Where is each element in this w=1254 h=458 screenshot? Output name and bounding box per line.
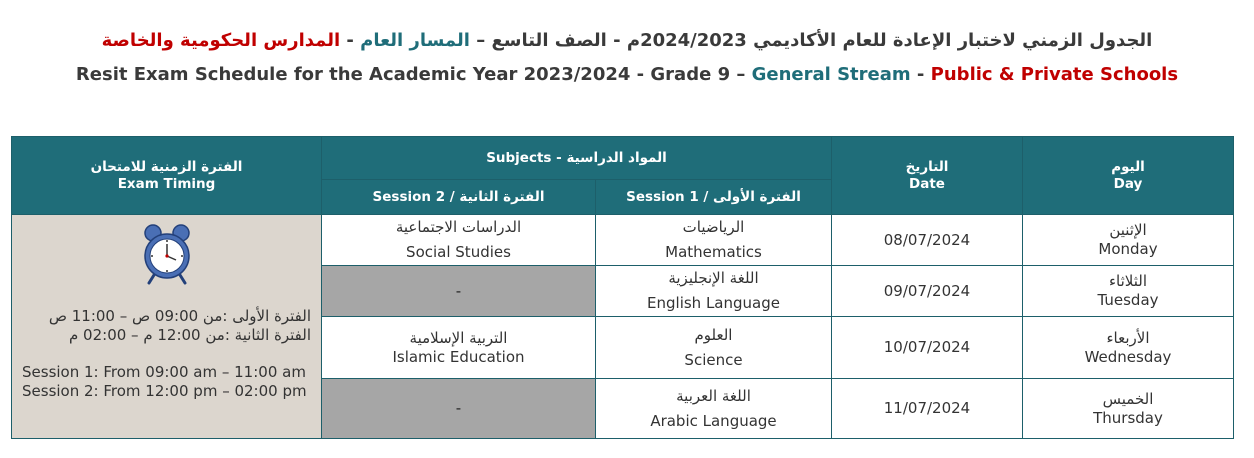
header-timing-en: Exam Timing bbox=[117, 175, 216, 192]
table-row bbox=[12, 215, 1234, 266]
title-en-main: Resit Exam Schedule for the Academic Year 2023/2024 - Grade 9 – bbox=[75, 64, 752, 85]
header-session-1: Session 1 / الفترة الأولى bbox=[596, 180, 832, 215]
day-ar: الأربعاء bbox=[1106, 328, 1150, 347]
header-day bbox=[1023, 137, 1234, 215]
header-day-en: Day bbox=[1113, 175, 1143, 192]
title-en-dash: - bbox=[910, 64, 931, 85]
header-date-ar: التاريخ bbox=[905, 158, 949, 175]
subject-en: Islamic Education bbox=[392, 347, 525, 366]
subject-ar: التربية الإسلامية bbox=[409, 328, 508, 347]
subject-ar: الرياضيات bbox=[682, 218, 745, 236]
header-date-en: Date bbox=[909, 175, 945, 192]
session2-cell bbox=[322, 215, 596, 266]
day-ar: الإثنين bbox=[1109, 221, 1147, 239]
subject-ar: اللغة العربية bbox=[676, 386, 751, 405]
header-day-ar: اليوم bbox=[1111, 158, 1145, 175]
day-cell bbox=[1023, 379, 1234, 439]
date-cell: 09/07/2024 bbox=[832, 266, 1023, 317]
day-cell bbox=[1023, 317, 1234, 379]
date-cell: 08/07/2024 bbox=[832, 215, 1023, 266]
header-date bbox=[832, 137, 1023, 215]
header-subjects: Subjects - المواد الدراسية bbox=[322, 137, 832, 180]
header-session-2: Session 2 / الفترة الثانية bbox=[322, 180, 596, 215]
session1-cell bbox=[596, 317, 832, 379]
day-en: Thursday bbox=[1093, 408, 1163, 427]
timing-ar-session2: الفترة الثانية :من 12:00 م – 02:00 م bbox=[68, 326, 311, 344]
day-cell bbox=[1023, 266, 1234, 317]
timing-en-session1: Session 1: From 09:00 am – 11:00 am bbox=[22, 363, 306, 381]
day-en: Monday bbox=[1098, 240, 1158, 258]
subject-en: Mathematics bbox=[665, 243, 762, 261]
timing-ar-session1: الفترة الأولى :من 09:00 ص – 11:00 ص bbox=[48, 307, 311, 325]
day-cell bbox=[1023, 215, 1234, 266]
title-english bbox=[0, 64, 1254, 85]
title-ar-dash: - bbox=[340, 30, 361, 51]
subject-ar: الدراسات الاجتماعية bbox=[395, 218, 522, 236]
subject-ar: العلوم bbox=[694, 325, 733, 344]
schedule-table bbox=[11, 136, 1234, 439]
date-cell: 10/07/2024 bbox=[832, 317, 1023, 379]
day-en: Wednesday bbox=[1084, 347, 1172, 366]
subject-en: English Language bbox=[647, 294, 780, 312]
date-cell: 11/07/2024 bbox=[832, 379, 1023, 439]
title-arabic bbox=[0, 30, 1254, 51]
session1-cell bbox=[596, 266, 832, 317]
subject-ar: اللغة الإنجليزية bbox=[668, 269, 759, 287]
session1-cell bbox=[596, 379, 832, 439]
header-exam-timing bbox=[12, 137, 322, 215]
title-ar-schools: المدارس الحكومية والخاصة bbox=[101, 30, 341, 51]
exam-timing-cell bbox=[12, 215, 322, 439]
day-ar: الثلاثاء bbox=[1108, 272, 1147, 290]
subject-en: Arabic Language bbox=[650, 411, 777, 430]
title-en-stream: General Stream bbox=[751, 64, 911, 85]
title-en-schools: Public & Private Schools bbox=[930, 64, 1179, 85]
alarm-clock-icon bbox=[12, 223, 321, 293]
session2-empty-cell: - bbox=[322, 379, 596, 439]
session2-empty-cell: - bbox=[322, 266, 596, 317]
day-ar: الخميس bbox=[1102, 389, 1154, 408]
header-timing-ar: الفترة الزمنية للامتحان bbox=[90, 158, 243, 175]
session2-cell bbox=[322, 317, 596, 379]
day-en: Tuesday bbox=[1097, 291, 1159, 309]
session1-cell bbox=[596, 215, 832, 266]
title-ar-main: الجدول الزمني لاختبار الإعادة للعام الأكاديمي 2024/2023م - الصف التاسع – bbox=[469, 30, 1153, 51]
title-ar-stream: المسار العام bbox=[360, 30, 470, 51]
subject-en: Science bbox=[684, 350, 743, 369]
timing-en-session2: Session 2: From 12:00 pm – 02:00 pm bbox=[22, 382, 307, 400]
subject-en: Social Studies bbox=[406, 243, 511, 261]
